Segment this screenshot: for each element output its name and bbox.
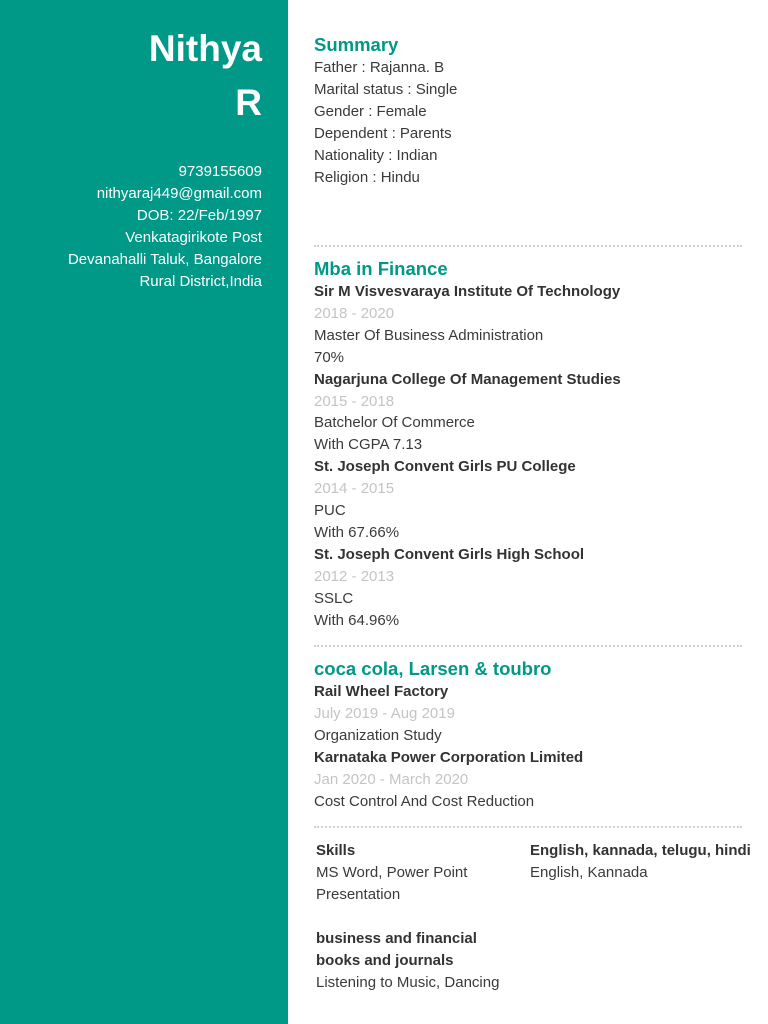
summary-line: Nationality : Indian [314, 146, 438, 164]
interests-heading: business and financial books and journals [316, 929, 477, 969]
contact-info [2, 161, 262, 293]
section-divider [314, 645, 742, 647]
summary-line: Marital status : Single [314, 80, 458, 98]
education-detail: 70% [314, 348, 345, 366]
education-dates: 2012 - 2013 [314, 567, 395, 585]
address-line-1: Venkatagirikote Post [125, 229, 262, 246]
education-detail: With 67.66% [314, 523, 400, 541]
experience-dates: July 2019 - Aug 2019 [314, 704, 455, 722]
skills-text: MS Word, Power Point Presentation [316, 863, 468, 903]
sidebar [0, 0, 288, 1024]
education-detail: With 64.96% [314, 611, 400, 629]
education-dates: 2014 - 2015 [314, 480, 395, 498]
interests-text: Listening to Music, Dancing [316, 973, 500, 991]
languages-column [530, 840, 750, 884]
first-name: Nithya [148, 28, 262, 69]
education-detail: Master Of Business Administration [314, 326, 544, 344]
address-line-3: Rural District,India [139, 273, 262, 290]
education-dates: 2015 - 2018 [314, 392, 395, 410]
experience-organization: Karnataka Power Corporation Limited [314, 748, 584, 766]
spacer [316, 906, 521, 928]
experience-title: coca cola, Larsen & toubro [314, 658, 552, 679]
address-line-2: Devanahalli Taluk, Bangalore [67, 251, 262, 268]
education-institution: St. Joseph Convent Girls High School [314, 545, 585, 563]
languages-text: English, Kannada [530, 863, 648, 881]
experience-detail: Cost Control And Cost Reduction [314, 792, 535, 810]
education-institution: Nagarjuna College Of Management Studies [314, 370, 621, 388]
experience-section [314, 657, 742, 812]
education-section [314, 257, 742, 632]
section-divider [314, 245, 742, 247]
education-detail: SSLC [314, 589, 354, 607]
phone-number: 9739155609 [178, 163, 262, 180]
candidate-name [22, 22, 262, 130]
education-detail: Batchelor Of Commerce [314, 414, 475, 432]
education-detail: PUC [314, 502, 346, 520]
last-initial: R [235, 82, 262, 123]
section-divider [314, 826, 742, 828]
education-institution: St. Joseph Convent Girls PU College [314, 458, 576, 476]
date-of-birth: DOB: 22/Feb/1997 [136, 207, 262, 224]
summary-line: Gender : Female [314, 102, 427, 120]
experience-dates: Jan 2020 - March 2020 [314, 770, 469, 788]
experience-organization: Rail Wheel Factory [314, 683, 449, 700]
summary-title: Summary [314, 34, 399, 55]
education-dates: 2018 - 2020 [314, 304, 395, 322]
email-address: nithyaraj449@gmail.com [96, 185, 262, 202]
summary-line: Dependent : Parents [314, 124, 452, 142]
education-detail: With CGPA 7.13 [314, 436, 423, 454]
summary-section [314, 33, 742, 188]
summary-line: Religion : Hindu [314, 168, 420, 186]
skills-heading: Skills [316, 842, 356, 859]
languages-heading: English, kannada, telugu, hindi [530, 842, 751, 859]
experience-detail: Organization Study [314, 726, 442, 744]
skills-column [316, 840, 521, 993]
education-title: Mba in Finance [314, 258, 448, 279]
summary-line: Father : Rajanna. B [314, 59, 445, 76]
education-institution: Sir M Visvesvaraya Institute Of Technology [314, 283, 621, 300]
